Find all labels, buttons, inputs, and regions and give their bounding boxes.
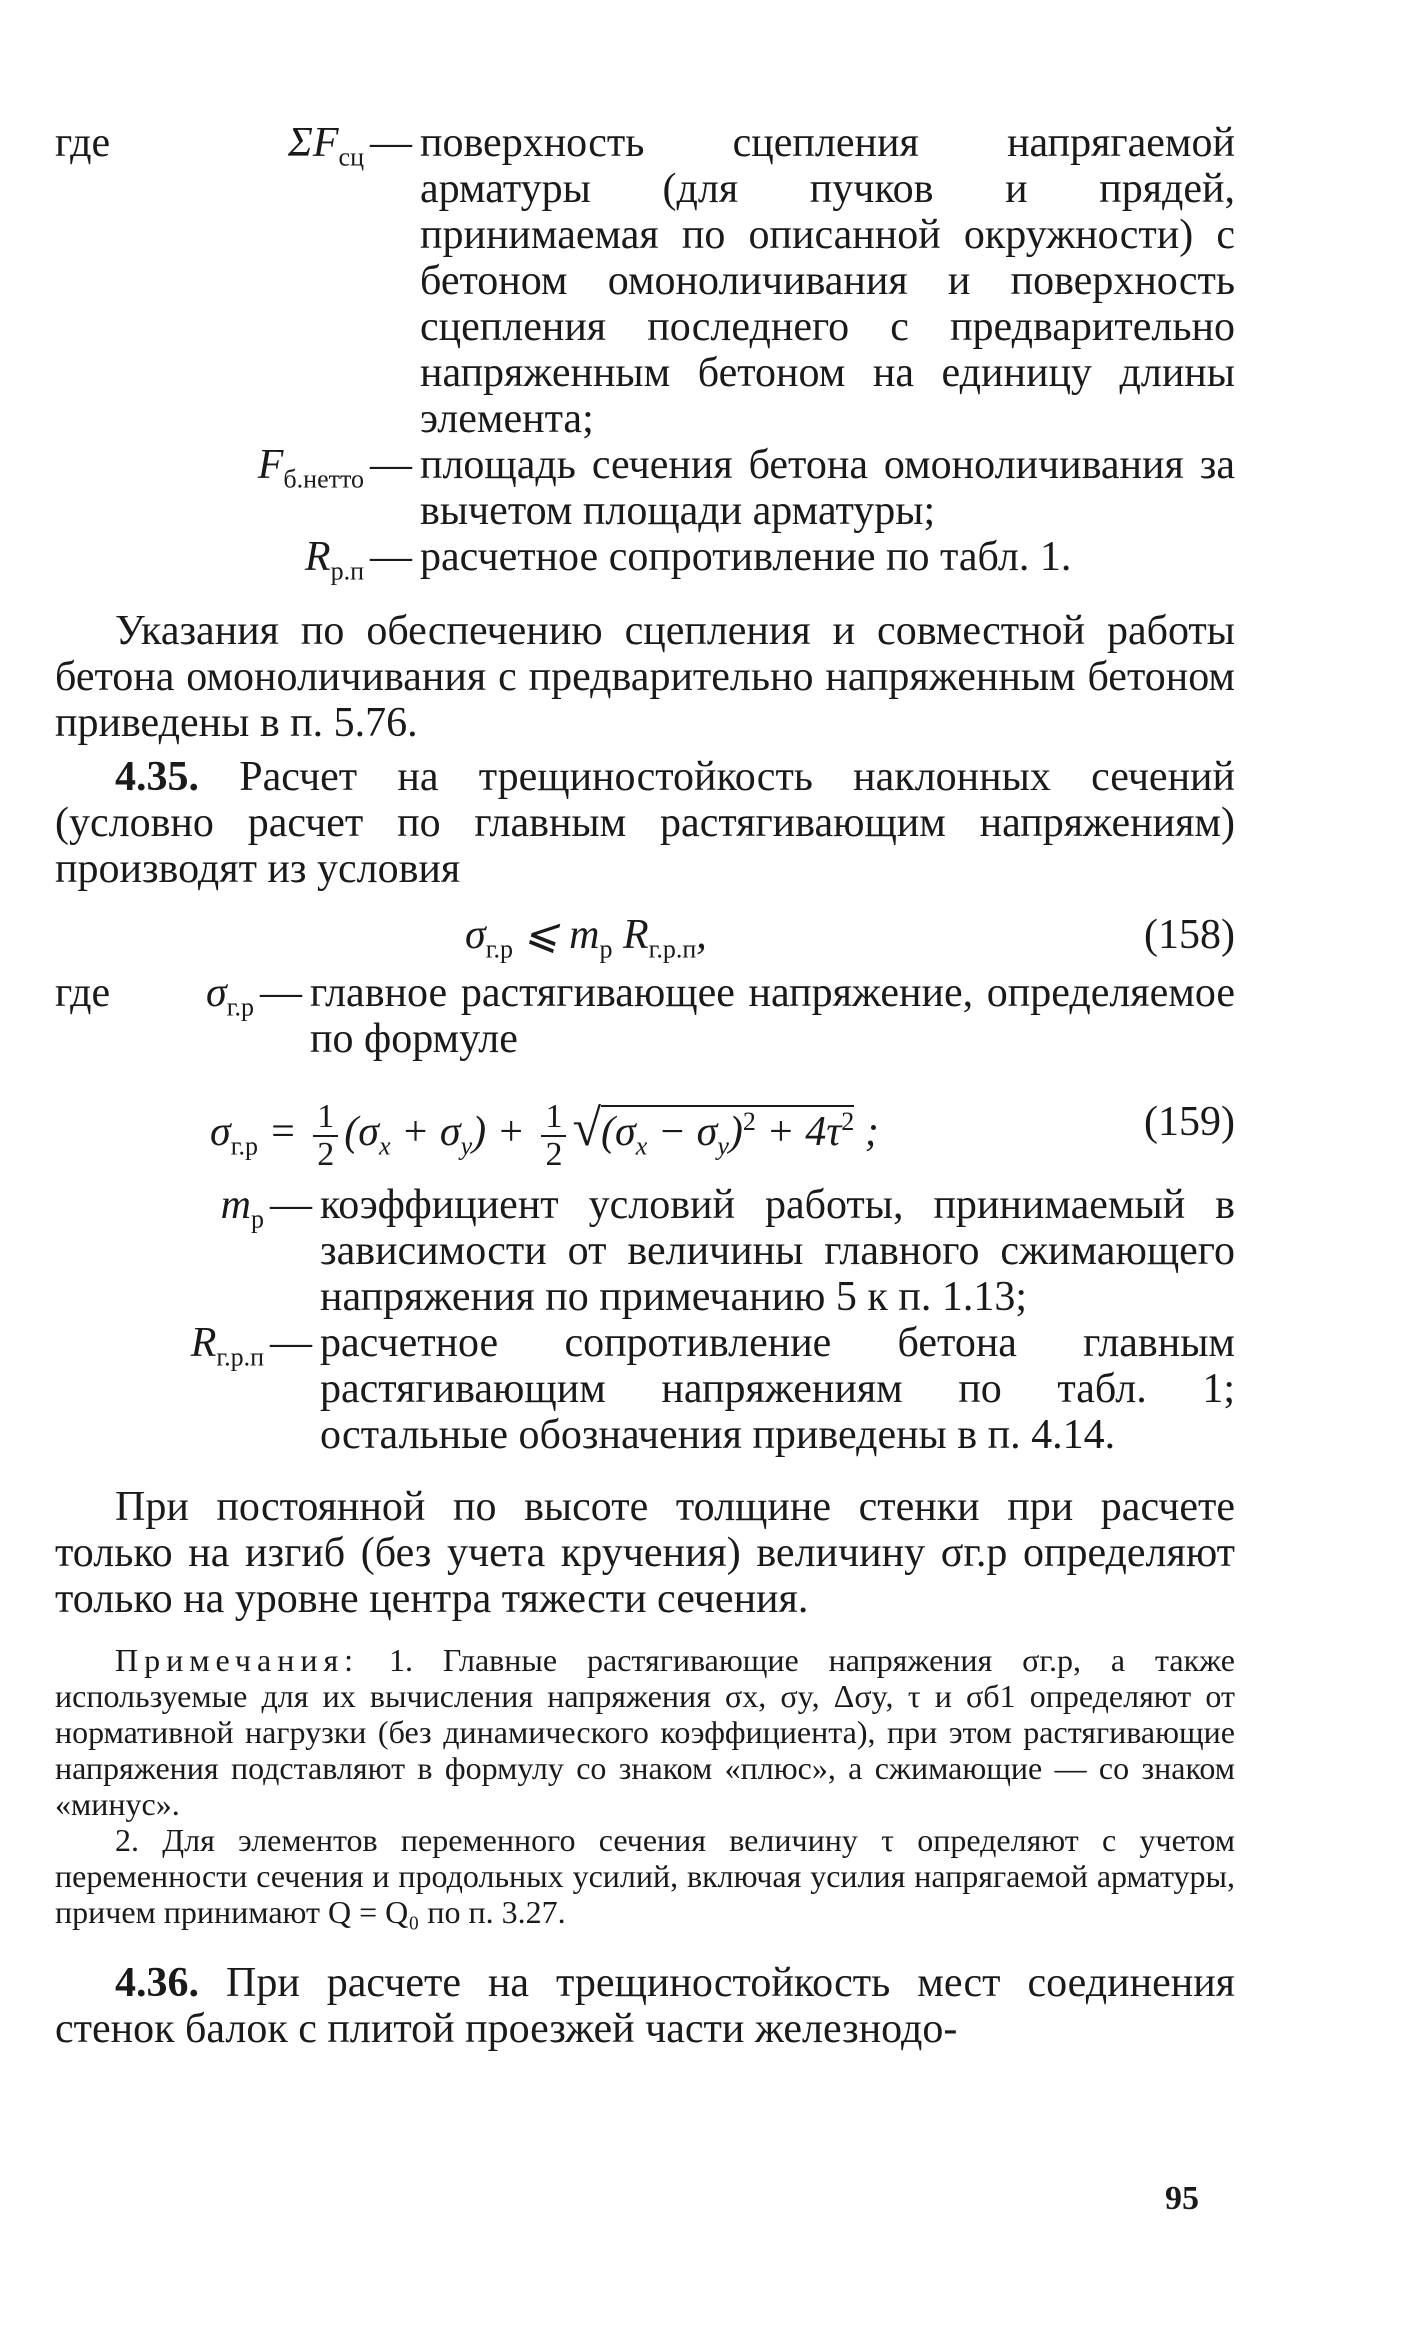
- symbol: $R_{р.п}$: [304, 534, 364, 586]
- section-number: 4.36.: [115, 1960, 199, 2007]
- definition-row: [55, 1182, 1235, 1320]
- definition-row: [55, 970, 1235, 1062]
- fraction: $\frac{1}{2}$: [541, 1099, 566, 1173]
- formula-158-body: $\sigma_{г.р}$ ⩽ $m_р$ $R_{г.р.п}$,: [465, 912, 707, 964]
- dash: —: [270, 1182, 312, 1229]
- dash: —: [370, 442, 412, 488]
- notes-block: [55, 1642, 1235, 1930]
- fraction: $\frac{1}{2}$: [313, 1099, 338, 1173]
- definitions-block-2: [55, 970, 1235, 1062]
- page-number: 95: [1165, 2180, 1199, 2217]
- section-4-36: [55, 1960, 1235, 2052]
- sqrt-icon: √: [572, 1100, 602, 1158]
- definition-row: [55, 534, 1235, 594]
- definitions-block-3: [55, 1182, 1235, 1458]
- formula-158: [55, 900, 1235, 970]
- dash: —: [370, 120, 412, 166]
- section-number: 4.35.: [115, 754, 199, 801]
- definition-text: главное растягивающее напряжение, определяемое по формуле: [310, 970, 1235, 1063]
- paragraph-bonding: Указания по обеспечению сцепления и совместной работы бетона омоноличивания с предварительно напряженным бетоном приведены в п. 5.76.: [55, 608, 1235, 747]
- document-page: [55, 120, 1235, 2052]
- symbol: $F_{б.нетто}$: [257, 442, 364, 494]
- definition-text: расчетное сопротивление бетона главным растягивающим напряжениям по табл. 1; остальные обозначения приведены в п. 4.14.: [320, 1320, 1235, 1459]
- note-1: Примечания: 1. Главные растягивающие напряжения σг.р, а также используемые для их вычисления напряжения σx, σy, Δσy, τ и σб1 определяют от нормативной нагрузки (без динамического коэффициента), при этом растягивающие напряжения подставляют в формулу со знаком «плюс», а сжимающие — со знаком «минус».: [55, 1642, 1235, 1823]
- definition-row: [55, 120, 1235, 442]
- definition-text: коэффициент условий работы, принимаемый в зависимости от величины главного сжимающего напряжения по примечанию 5 к п. 1.13;: [320, 1182, 1235, 1321]
- formula-number: (159): [1144, 1099, 1235, 1146]
- dash: —: [260, 970, 302, 1017]
- symbol: $\Sigma F_{сц}$: [287, 120, 364, 172]
- notes-label: Примечания:: [115, 1642, 360, 1679]
- note-2: 2. Для элементов переменного сечения величину τ определяют с учетом переменности сечения и продольных усилий, включая усилия напрягаемой арматуры, причем принимают Q = Q₀ по п. 3.27.: [55, 1822, 1235, 1931]
- dash: —: [270, 1320, 312, 1367]
- definition-text: поверхность сцепления напрягаемой арматуры (для пучков и прядей, принимаемая по описанной окружности) с бетоном омоноличивания и поверхность сцепления последнего с предварительно напряженным бетоном на единицу длины элемента;: [420, 120, 1235, 442]
- section-text: При расчете на трещиностойкость мест соединения стенок балок с плитой проезжей части железнодо-: [55, 1960, 1235, 2053]
- definition-text: площадь сечения бетона омоноличивания за вычетом площади арматуры;: [420, 442, 1235, 534]
- symbol: $\sigma_{г.р}$: [206, 970, 254, 1022]
- symbol: $R_{г.р.п}$: [190, 1320, 264, 1372]
- where-word: где: [55, 970, 111, 1017]
- dash: —: [370, 534, 412, 580]
- definition-row: [55, 442, 1235, 534]
- formula-159-body: $\sigma_{г.р}$ = $\frac{1}{2}$ $(\sigma_x + \sigma_y)$ + $\frac{1}{2}$ $√(\sigma_x - \sigma_y)^2 + 4\tau^2$ ;: [210, 1097, 879, 1173]
- where-word: где: [55, 120, 111, 166]
- section-text: Расчет на трещиностойкость наклонных сечений (условно расчет по главным растягивающим напряжениям) производят из условия: [55, 754, 1236, 893]
- symbol: $m_р$: [220, 1182, 264, 1234]
- paragraph-constant-thickness: При постоянной по высоте толщине стенки при расчете только на изгиб (без учета кручения) величину σг.р определяют только на уровне центра тяжести сечения.: [55, 1484, 1235, 1623]
- definition-text: расчетное сопротивление по табл. 1.: [420, 534, 1072, 580]
- formula-159: [55, 1062, 1235, 1182]
- section-4-35: [55, 754, 1235, 892]
- definitions-block-1: [55, 120, 1235, 594]
- definition-row: [55, 1320, 1235, 1458]
- formula-number: (158): [1144, 912, 1235, 959]
